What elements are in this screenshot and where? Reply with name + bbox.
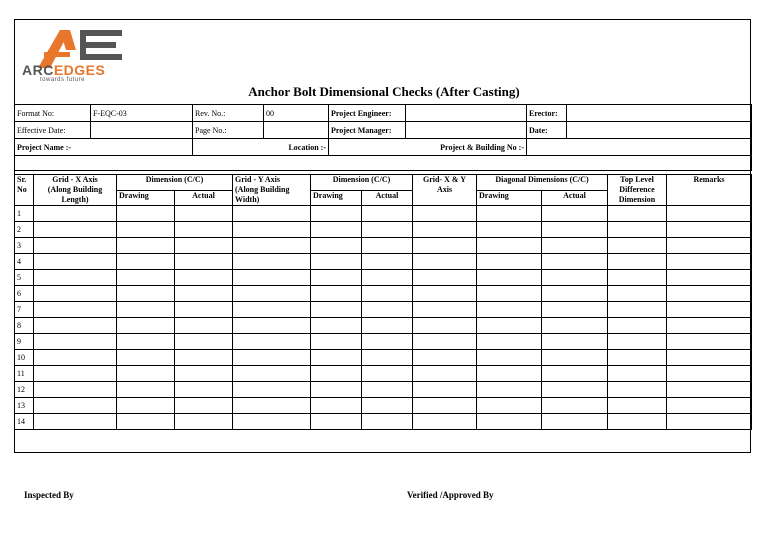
table-cell[interactable] (667, 366, 752, 382)
rev-no-value[interactable]: 00 (264, 105, 329, 122)
table-cell[interactable] (362, 254, 413, 270)
table-cell[interactable] (311, 382, 362, 398)
table-row (15, 238, 752, 254)
table-cell[interactable] (117, 206, 175, 222)
table-cell[interactable] (117, 398, 175, 414)
table-cell[interactable] (608, 286, 667, 302)
table-cell[interactable] (233, 398, 311, 414)
table-cell[interactable] (311, 334, 362, 350)
table-cell[interactable] (34, 366, 117, 382)
actual-header: Actual (175, 190, 233, 206)
table-cell[interactable] (362, 382, 413, 398)
table-cell[interactable] (413, 270, 477, 286)
table-cell[interactable] (477, 254, 542, 270)
page-no-value[interactable] (264, 122, 329, 139)
table-cell[interactable] (362, 286, 413, 302)
table-cell[interactable] (477, 414, 542, 430)
table-cell[interactable] (542, 302, 608, 318)
table-cell[interactable] (413, 222, 477, 238)
table-cell[interactable] (34, 350, 117, 366)
table-cell[interactable] (117, 382, 175, 398)
table-cell[interactable] (311, 398, 362, 414)
table-cell[interactable] (233, 318, 311, 334)
table-cell[interactable] (413, 302, 477, 318)
table-cell[interactable] (362, 238, 413, 254)
logo-wordmark: ARCEDGES (22, 62, 106, 78)
table-cell[interactable] (311, 366, 362, 382)
effective-date-label: Effective Date: (15, 122, 91, 139)
table-cell[interactable] (311, 302, 362, 318)
table-cell[interactable] (362, 206, 413, 222)
table-cell[interactable] (311, 286, 362, 302)
info-row (15, 122, 752, 139)
table-cell[interactable] (233, 350, 311, 366)
table-cell[interactable] (667, 270, 752, 286)
table-cell[interactable] (608, 334, 667, 350)
table-cell[interactable] (542, 318, 608, 334)
table-cell[interactable] (117, 334, 175, 350)
table-cell[interactable] (608, 382, 667, 398)
row-number: 13 (15, 398, 34, 414)
row-number: 4 (15, 254, 34, 270)
grid-y-header: Grid - Y Axis (Along Building Width) (233, 175, 311, 206)
table-cell[interactable] (233, 286, 311, 302)
project-engineer-label: Project Engineer: (329, 105, 406, 122)
inspected-by-label: Inspected By (24, 490, 74, 500)
table-cell[interactable] (117, 286, 175, 302)
row-number: 3 (15, 238, 34, 254)
table-cell[interactable] (362, 270, 413, 286)
table-cell[interactable] (34, 254, 117, 270)
table-cell[interactable] (608, 318, 667, 334)
info-row (15, 105, 752, 122)
remarks-header: Remarks (667, 175, 752, 206)
table-cell[interactable] (477, 222, 542, 238)
table-cell[interactable] (311, 414, 362, 430)
table-cell[interactable] (477, 398, 542, 414)
info-row (15, 139, 752, 156)
table-cell[interactable] (542, 254, 608, 270)
table-cell[interactable] (311, 222, 362, 238)
row-number: 5 (15, 270, 34, 286)
table-cell[interactable] (667, 350, 752, 366)
table-cell[interactable] (34, 414, 117, 430)
checks-table (14, 174, 752, 430)
table-cell[interactable] (413, 382, 477, 398)
drawing-header: Drawing (477, 190, 542, 206)
table-row (15, 302, 752, 318)
drawing-header: Drawing (117, 190, 175, 206)
date-label: Date: (527, 122, 567, 139)
table-cell[interactable] (477, 350, 542, 366)
table-cell[interactable] (362, 414, 413, 430)
row-number: 1 (15, 206, 34, 222)
table-cell[interactable] (542, 334, 608, 350)
table-cell[interactable] (117, 318, 175, 334)
table-cell[interactable] (667, 222, 752, 238)
diagonal-header: Diagonal Dimensions (C/C) (477, 175, 608, 191)
table-cell[interactable] (608, 302, 667, 318)
table-row (15, 206, 752, 222)
grid-xy-header: Grid- X & Y Axis (413, 175, 477, 206)
table-cell[interactable] (362, 366, 413, 382)
table-cell[interactable] (667, 206, 752, 222)
erector-value[interactable] (567, 105, 752, 122)
project-engineer-value[interactable] (406, 105, 527, 122)
table-cell[interactable] (34, 334, 117, 350)
table-cell[interactable] (413, 206, 477, 222)
dimension-x-header: Dimension (C/C) (117, 175, 233, 191)
table-cell[interactable] (477, 302, 542, 318)
drawing-header: Drawing (311, 190, 362, 206)
table-cell[interactable] (362, 398, 413, 414)
table-cell[interactable] (667, 302, 752, 318)
table-cell[interactable] (667, 238, 752, 254)
table-cell[interactable] (608, 270, 667, 286)
table-cell[interactable] (542, 270, 608, 286)
table-cell[interactable] (608, 414, 667, 430)
table-cell[interactable] (413, 414, 477, 430)
table-cell[interactable] (175, 318, 233, 334)
table-cell[interactable] (117, 366, 175, 382)
table-cell[interactable] (117, 238, 175, 254)
sr-no-header: Sr. No (15, 175, 34, 206)
table-cell[interactable] (233, 222, 311, 238)
table-cell[interactable] (477, 318, 542, 334)
table-cell[interactable] (34, 270, 117, 286)
table-cell[interactable] (117, 414, 175, 430)
table-cell[interactable] (117, 222, 175, 238)
logo-tagline: towards future (40, 77, 86, 83)
row-number: 2 (15, 222, 34, 238)
table-cell[interactable] (175, 222, 233, 238)
page-title: Anchor Bolt Dimensional Checks (After Casting) (248, 84, 520, 99)
table-cell[interactable] (34, 398, 117, 414)
page-no-label: Page No.: (193, 122, 264, 139)
table-cell[interactable] (413, 366, 477, 382)
table-cell[interactable] (34, 238, 117, 254)
table-cell[interactable] (175, 270, 233, 286)
table-cell[interactable] (608, 350, 667, 366)
table-cell[interactable] (117, 270, 175, 286)
table-cell[interactable] (362, 222, 413, 238)
table-cell[interactable] (175, 366, 233, 382)
table-cell[interactable] (413, 398, 477, 414)
table-cell[interactable] (311, 254, 362, 270)
table-cell[interactable] (362, 350, 413, 366)
row-number: 7 (15, 302, 34, 318)
table-cell[interactable] (117, 254, 175, 270)
table-cell[interactable] (608, 238, 667, 254)
table-cell[interactable] (34, 302, 117, 318)
table-cell[interactable] (542, 398, 608, 414)
table-cell[interactable] (175, 414, 233, 430)
table-cell[interactable] (233, 302, 311, 318)
table-cell[interactable] (413, 286, 477, 302)
table-cell[interactable] (608, 398, 667, 414)
table-row (15, 270, 752, 286)
table-row (15, 254, 752, 270)
table-row (15, 414, 752, 430)
table-cell[interactable] (667, 382, 752, 398)
table-cell[interactable] (362, 318, 413, 334)
info-table (14, 104, 752, 171)
format-no-value[interactable]: F-EQC-03 (91, 105, 193, 122)
table-cell[interactable] (175, 254, 233, 270)
table-cell[interactable] (233, 334, 311, 350)
row-number: 6 (15, 286, 34, 302)
table-row (15, 318, 752, 334)
table-cell[interactable] (667, 254, 752, 270)
table-cell[interactable] (311, 350, 362, 366)
table-cell[interactable] (477, 334, 542, 350)
rev-no-label: Rev. No.: (193, 105, 264, 122)
table-cell[interactable] (175, 302, 233, 318)
table-cell[interactable] (542, 206, 608, 222)
table-cell[interactable] (667, 286, 752, 302)
table-cell[interactable] (34, 222, 117, 238)
date-value[interactable] (567, 122, 752, 139)
row-number: 10 (15, 350, 34, 366)
table-cell[interactable] (175, 206, 233, 222)
table-row (15, 286, 752, 302)
dimension-y-header: Dimension (C/C) (311, 175, 413, 191)
verified-by-label: Verified /Approved By (407, 490, 494, 500)
table-cell[interactable] (233, 270, 311, 286)
table-cell[interactable] (311, 206, 362, 222)
table-row (15, 222, 752, 238)
table-cell[interactable] (175, 334, 233, 350)
table-cell[interactable] (542, 286, 608, 302)
erector-label: Erector: (527, 105, 567, 122)
row-number: 8 (15, 318, 34, 334)
project-manager-label: Project Manager: (329, 122, 406, 139)
row-number: 11 (15, 366, 34, 382)
table-cell[interactable] (233, 254, 311, 270)
table-cell[interactable] (311, 238, 362, 254)
table-cell[interactable] (667, 334, 752, 350)
actual-header: Actual (542, 190, 608, 206)
table-cell[interactable] (117, 350, 175, 366)
row-number: 14 (15, 414, 34, 430)
table-cell[interactable] (311, 318, 362, 334)
table-cell[interactable] (542, 222, 608, 238)
table-cell[interactable] (542, 366, 608, 382)
table-cell[interactable] (311, 270, 362, 286)
format-no-label: Format No: (15, 105, 91, 122)
table-row (15, 398, 752, 414)
table-row (15, 366, 752, 382)
table-cell[interactable] (34, 382, 117, 398)
table-cell[interactable] (175, 398, 233, 414)
table-row (15, 382, 752, 398)
table-cell[interactable] (413, 238, 477, 254)
project-manager-value[interactable] (406, 122, 527, 139)
table-cell[interactable] (233, 414, 311, 430)
table-cell[interactable] (117, 302, 175, 318)
table-cell[interactable] (175, 382, 233, 398)
table-cell[interactable] (233, 382, 311, 398)
table-cell[interactable] (477, 286, 542, 302)
project-name-label: Project Name :- (15, 139, 193, 156)
table-cell[interactable] (542, 238, 608, 254)
table-cell[interactable] (34, 318, 117, 334)
table-cell[interactable] (608, 254, 667, 270)
table-cell[interactable] (413, 334, 477, 350)
row-number: 9 (15, 334, 34, 350)
table-cell[interactable] (542, 414, 608, 430)
table-cell[interactable] (477, 382, 542, 398)
table-row (15, 350, 752, 366)
header-row (15, 175, 752, 191)
table-cell[interactable] (413, 350, 477, 366)
table-cell[interactable] (542, 350, 608, 366)
spacer-row (15, 156, 752, 171)
table-cell[interactable] (667, 414, 752, 430)
location-label: Location :- (193, 139, 329, 156)
table-cell[interactable] (477, 238, 542, 254)
top-level-header: Top Level Difference Dimension (608, 175, 667, 206)
table-cell[interactable] (233, 206, 311, 222)
table-cell[interactable] (542, 382, 608, 398)
table-cell[interactable] (413, 318, 477, 334)
grid-x-header: Grid - X Axis (Along Building Length) (34, 175, 117, 206)
table-cell[interactable] (362, 302, 413, 318)
table-cell[interactable] (608, 222, 667, 238)
project-building-no-value[interactable] (527, 139, 752, 156)
table-cell[interactable] (175, 350, 233, 366)
table-cell[interactable] (608, 206, 667, 222)
table-cell[interactable] (608, 366, 667, 382)
table-row (15, 334, 752, 350)
table-cell[interactable] (34, 286, 117, 302)
table-cell[interactable] (175, 286, 233, 302)
actual-header: Actual (362, 190, 413, 206)
table-cell[interactable] (233, 238, 311, 254)
effective-date-value[interactable] (91, 122, 193, 139)
table-cell[interactable] (477, 206, 542, 222)
table-cell[interactable] (175, 238, 233, 254)
table-cell[interactable] (34, 206, 117, 222)
project-building-no-label: Project & Building No :- (329, 139, 527, 156)
table-cell[interactable] (667, 318, 752, 334)
table-cell[interactable] (413, 254, 477, 270)
table-cell[interactable] (233, 366, 311, 382)
table-cell[interactable] (477, 366, 542, 382)
table-cell[interactable] (477, 270, 542, 286)
table-cell[interactable] (362, 334, 413, 350)
row-number: 12 (15, 382, 34, 398)
table-cell[interactable] (667, 398, 752, 414)
